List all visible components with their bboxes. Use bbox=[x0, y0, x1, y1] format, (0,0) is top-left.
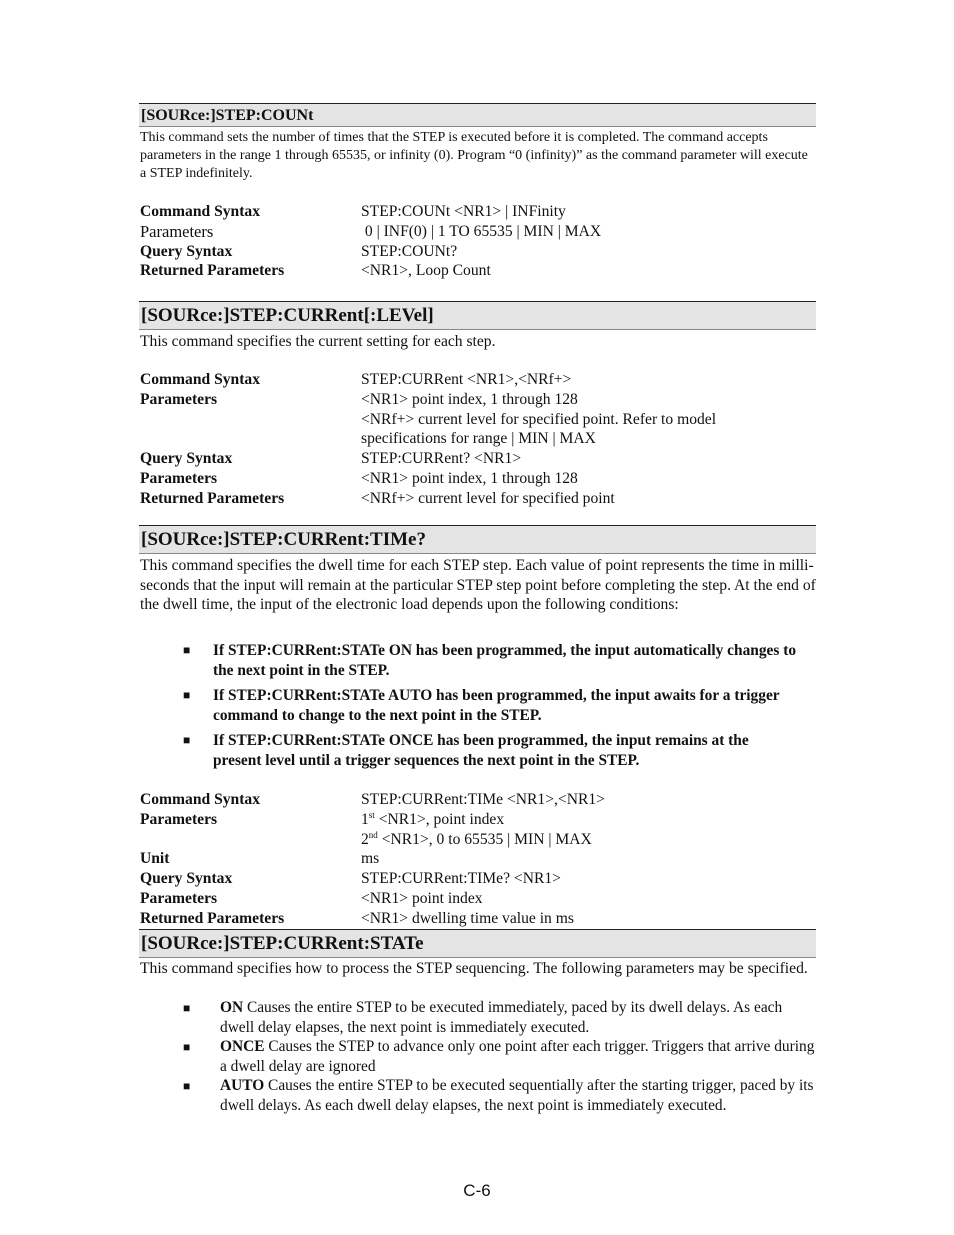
param-row bbox=[140, 261, 816, 281]
param-row bbox=[140, 202, 816, 222]
ordinal-suffix: nd bbox=[368, 829, 378, 840]
list-item bbox=[183, 1076, 818, 1115]
bullet-square-icon: ■ bbox=[183, 733, 191, 747]
parameter-table bbox=[140, 790, 816, 929]
option-term: ONCE bbox=[220, 1038, 265, 1056]
option-description: Causes the entire STEP to be executed sequentially after the starting trigger, paced by its dwell delays. As each dwell delay elapses, the next point is immediately executed. bbox=[220, 1077, 814, 1114]
section-heading-step-current-level: [SOURce:]STEP:CURRent[:LEVel] bbox=[139, 301, 816, 330]
param-row bbox=[140, 469, 816, 489]
ordinal: 1 bbox=[361, 810, 369, 828]
param-value: STEP:CURRent? <NR1> bbox=[361, 450, 522, 468]
bullet-square-icon: ■ bbox=[183, 643, 191, 657]
section-description: This command specifies how to process the STEP sequencing. The following parameters may be specified. bbox=[140, 960, 808, 977]
param-key: Parameters bbox=[140, 221, 214, 241]
param-value bbox=[361, 830, 816, 850]
param-key bbox=[140, 410, 361, 430]
list-item bbox=[183, 686, 798, 726]
param-row bbox=[140, 242, 816, 262]
param-key: Command Syntax bbox=[140, 791, 261, 808]
param-key bbox=[140, 830, 361, 850]
section-heading-step-current-time: [SOURce:]STEP:CURRent:TIMe? bbox=[139, 525, 816, 554]
param-key: Parameters bbox=[140, 889, 218, 907]
param-value: STEP:CURRent:TIMe <NR1>,<NR1> bbox=[361, 791, 605, 808]
section-description: This command specifies the current setting for each step. bbox=[140, 333, 496, 350]
parameter-table bbox=[140, 370, 816, 509]
param-value: STEP:COUNt <NR1> | INFinity bbox=[361, 203, 566, 220]
param-row bbox=[140, 429, 816, 449]
page-number: C-6 bbox=[463, 1181, 491, 1200]
param-key: Command Syntax bbox=[140, 203, 261, 220]
list-item-text bbox=[220, 1076, 818, 1115]
list-item-text: If STEP:CURRent:STATe ONCE has been programmed, the input remains at the present level until a trigger sequences the next point in the STEP. bbox=[213, 732, 749, 769]
section-heading-step-count: [SOURce:]STEP:COUNt bbox=[139, 103, 816, 127]
param-row bbox=[140, 222, 816, 242]
param-value: STEP:COUNt? bbox=[361, 242, 458, 260]
param-value: <NR1> point index, 1 through 128 bbox=[361, 390, 578, 408]
param-key: Query Syntax bbox=[140, 870, 233, 888]
option-description: Causes the STEP to advance only one point after each trigger. Triggers that arrive during a dwell delay are ignored bbox=[220, 1038, 815, 1075]
param-value: <NR1>, Loop Count bbox=[361, 262, 491, 280]
param-row bbox=[140, 889, 816, 909]
param-row bbox=[140, 410, 816, 430]
param-value-text: <NR1>, 0 to 65535 | MIN | MAX bbox=[377, 830, 592, 848]
param-key: Command Syntax bbox=[140, 371, 261, 388]
param-row bbox=[140, 810, 816, 830]
list-item bbox=[183, 641, 798, 681]
list-item bbox=[183, 998, 818, 1037]
param-value: specifications for range | MIN | MAX bbox=[361, 430, 596, 448]
state-option-list bbox=[183, 998, 818, 1116]
list-item bbox=[183, 731, 798, 771]
list-item bbox=[183, 1037, 818, 1076]
param-key: Parameters bbox=[140, 390, 218, 408]
bullet-square-icon: ■ bbox=[183, 1001, 191, 1015]
param-key bbox=[140, 429, 361, 449]
option-term: ON bbox=[220, 999, 244, 1016]
param-value: <NR1> dwelling time value in ms bbox=[361, 909, 574, 927]
bullet-square-icon: ■ bbox=[183, 1040, 191, 1055]
ordinal-suffix: st bbox=[368, 809, 375, 820]
list-item-text: If STEP:CURRent:STATe ON has been programmed, the input automatically changes to the next point in the STEP. bbox=[213, 642, 797, 679]
param-value: <NR1> point index bbox=[361, 889, 483, 907]
param-value: <NR1> point index, 1 through 128 bbox=[361, 469, 578, 487]
param-key: Returned Parameters bbox=[140, 909, 285, 927]
section-description: This command sets the number of times that the STEP is executed before it is completed. The command accepts parameters in the range 1 through 65535, or infinity (0). Program “0 (infinity)” as the command parameter will execute a STEP indefinitely. bbox=[140, 130, 808, 181]
option-description: Causes the entire STEP to be executed immediately, paced by its dwell delays. As each dwell delay elapses, the next point is immediately executed. bbox=[220, 999, 783, 1036]
param-value: STEP:CURRent:TIMe? <NR1> bbox=[361, 870, 561, 888]
param-key: Unit bbox=[140, 850, 170, 868]
list-item-text bbox=[220, 1037, 818, 1076]
param-row bbox=[140, 849, 816, 869]
param-value: STEP:CURRent <NR1>,<NRf+> bbox=[361, 371, 572, 388]
param-row bbox=[140, 909, 816, 929]
param-row bbox=[140, 869, 816, 889]
section-description: This command specifies the dwell time for each STEP step. Each value of point represents the time in milli-seconds that the input will remain at the particular STEP step point before completing the step. At the end of the dwell time, the input of the electronic load depends upon the following conditions: bbox=[140, 557, 816, 613]
param-row bbox=[140, 790, 816, 810]
param-row bbox=[140, 830, 816, 850]
param-value bbox=[361, 810, 816, 830]
param-row bbox=[140, 390, 816, 410]
section-heading-step-current-state: [SOURce:]STEP:CURRent:STATe bbox=[139, 929, 816, 958]
param-key: Returned Parameters bbox=[140, 262, 285, 280]
condition-list bbox=[183, 641, 798, 776]
param-row bbox=[140, 449, 816, 469]
param-value-text: <NR1>, point index bbox=[374, 810, 505, 828]
parameter-table bbox=[140, 202, 816, 281]
param-value: ms bbox=[361, 850, 380, 868]
list-item-text bbox=[220, 998, 818, 1037]
param-value: 0 | INF(0) | 1 TO 65535 | MIN | MAX bbox=[361, 222, 602, 240]
bullet-square-icon: ■ bbox=[183, 688, 191, 702]
param-row bbox=[140, 489, 816, 509]
param-key: Parameters bbox=[140, 469, 218, 487]
param-value: <NRf+> current level for specified point bbox=[361, 489, 615, 507]
option-term: AUTO bbox=[220, 1077, 265, 1095]
list-item-text: If STEP:CURRent:STATe AUTO has been programmed, the input awaits for a trigger command to change to the next point in the STEP. bbox=[213, 687, 780, 724]
param-value: <NRf+> current level for specified point. Refer to model bbox=[361, 410, 717, 428]
param-key: Parameters bbox=[140, 810, 218, 828]
param-row bbox=[140, 370, 816, 390]
ordinal: 2 bbox=[361, 830, 369, 848]
param-key: Returned Parameters bbox=[140, 489, 285, 507]
bullet-square-icon: ■ bbox=[183, 1079, 191, 1094]
param-key: Query Syntax bbox=[140, 450, 233, 468]
param-key: Query Syntax bbox=[140, 242, 233, 260]
